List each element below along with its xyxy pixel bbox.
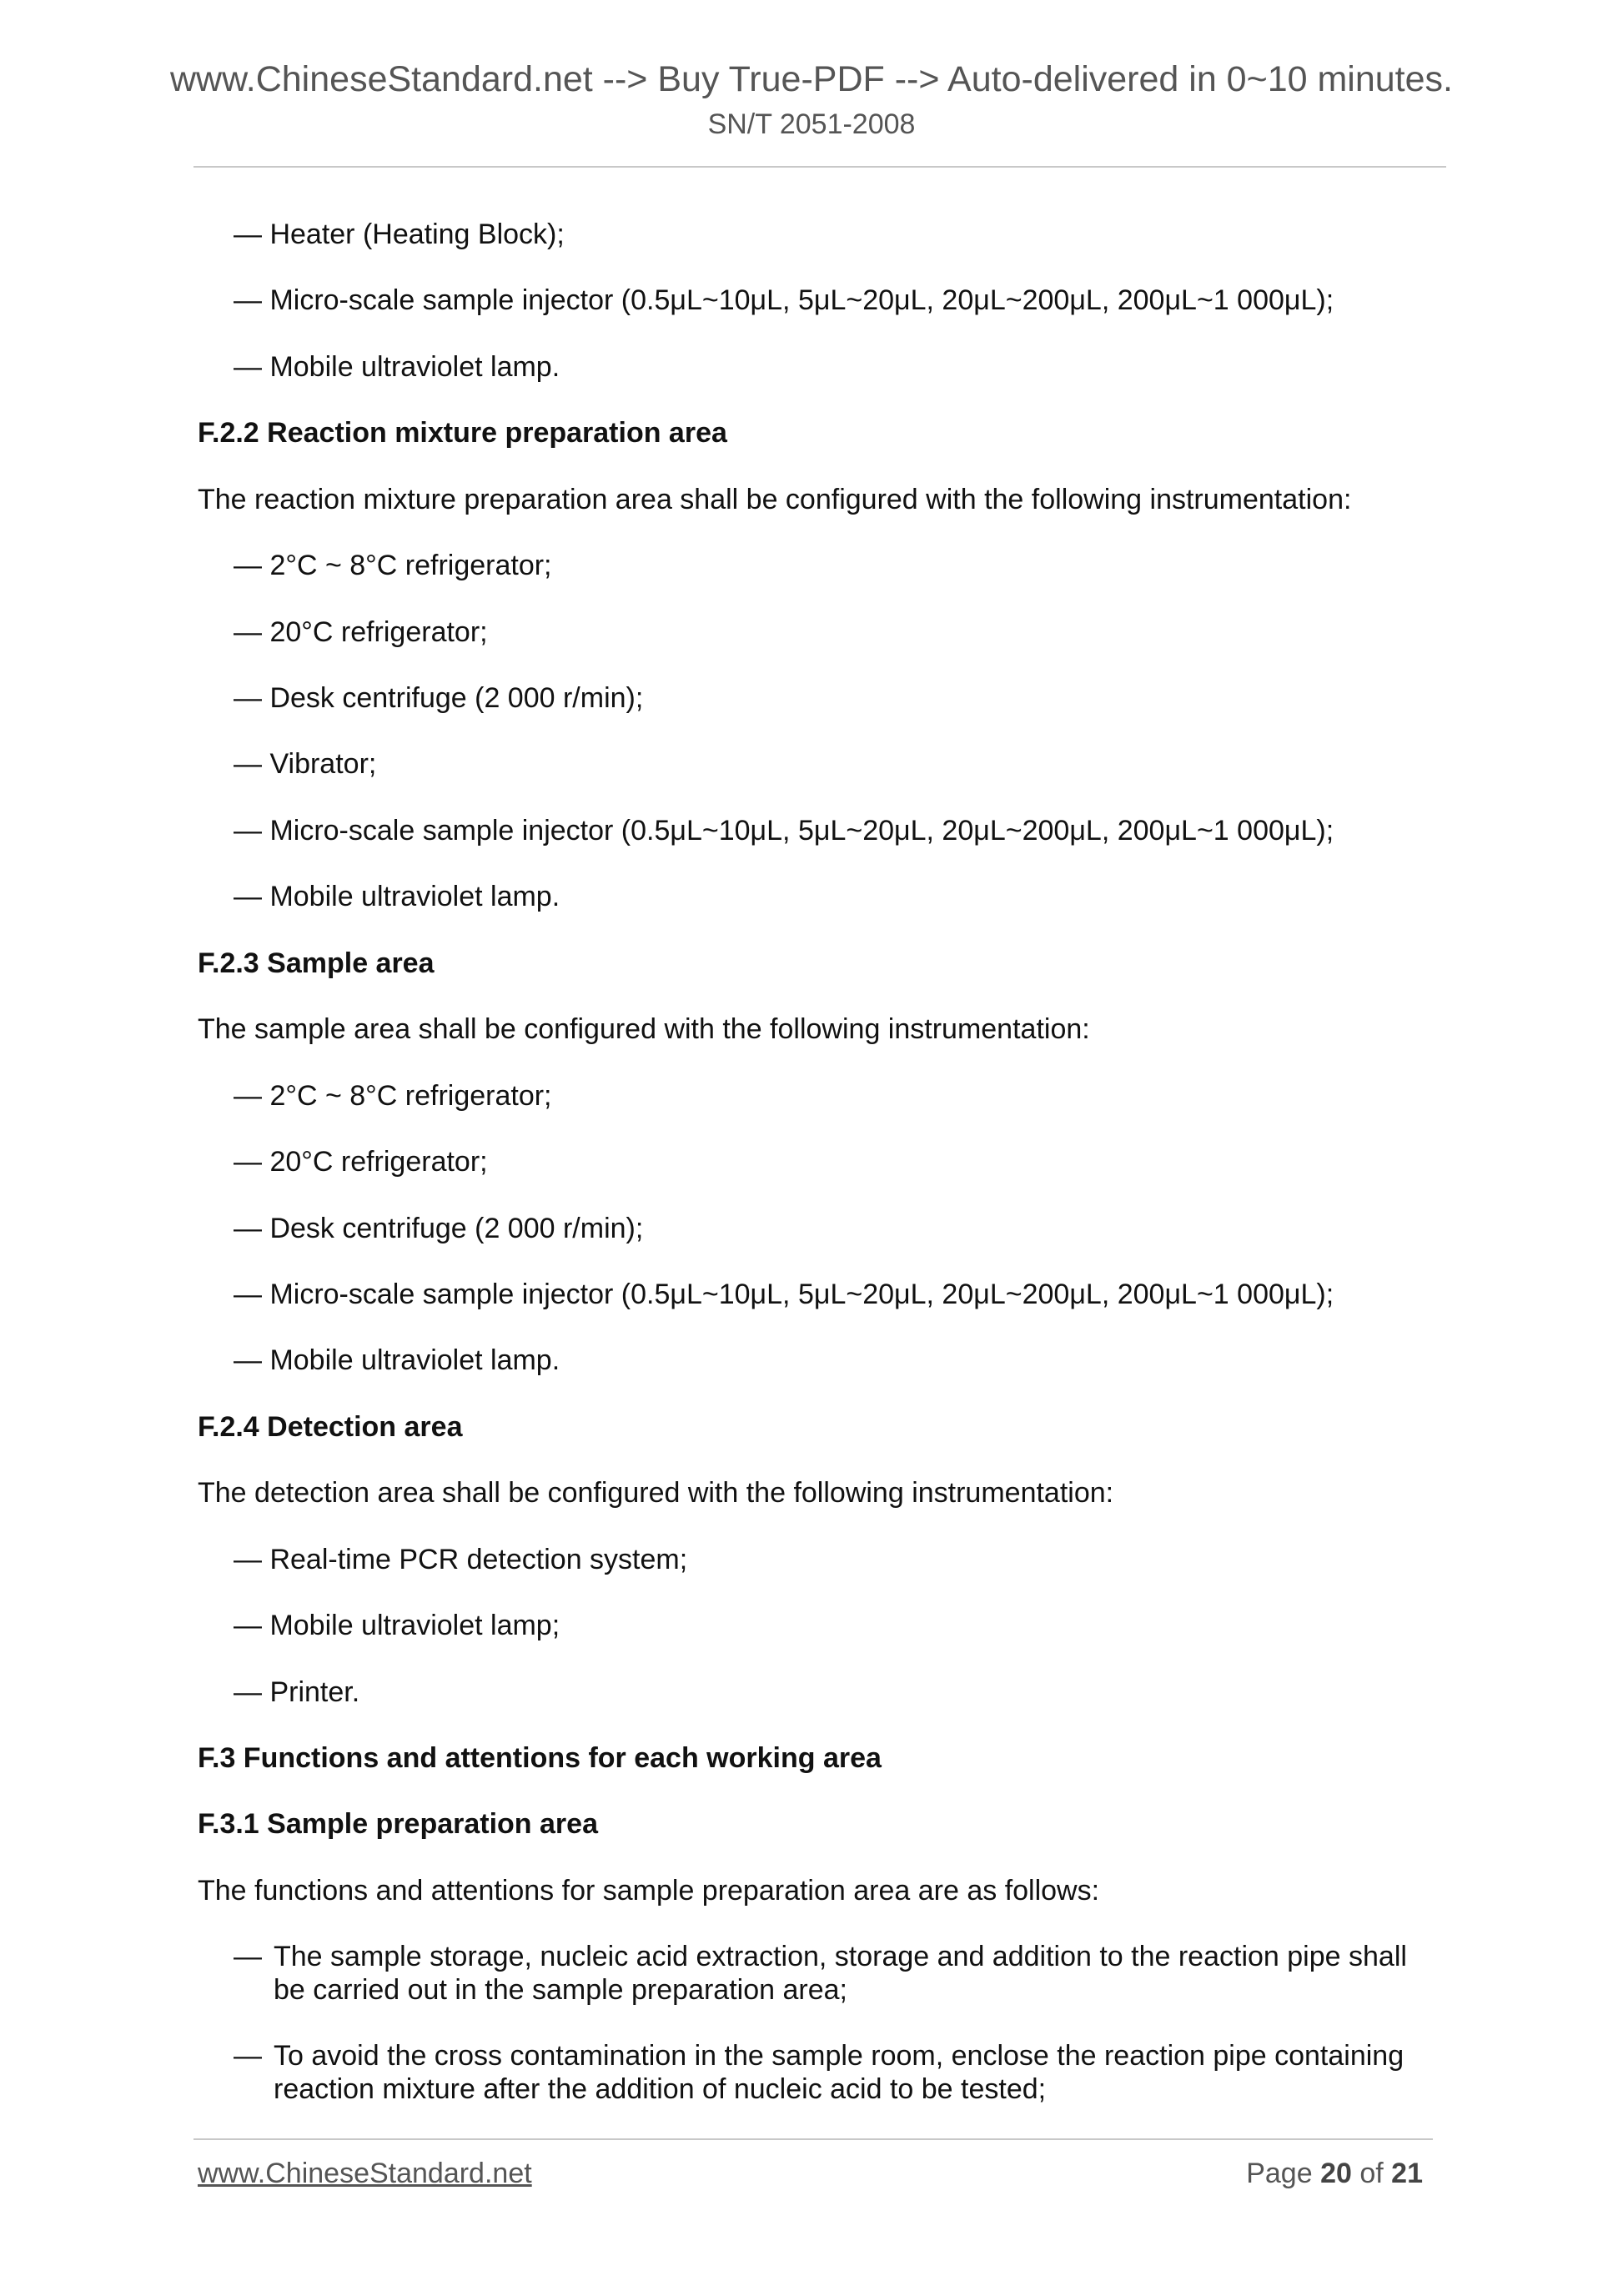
- section-heading-f223: F.2.3 Sample area: [198, 947, 435, 979]
- footer-link[interactable]: www.ChineseStandard.net: [198, 2158, 532, 2189]
- list-item: — 20°C refrigerator;: [234, 1146, 488, 1178]
- list-item-text: The sample storage, nucleic acid extraction, storage and addition to the reaction pipe shall be carried out in the sample preparation area;: [274, 1941, 1407, 2006]
- section-intro: The functions and attentions for sample preparation area are as follows:: [198, 1875, 1100, 1907]
- footer-divider: [193, 2138, 1433, 2140]
- section-heading-f222: F.2.2 Reaction mixture preparation area: [198, 417, 727, 449]
- section-heading-f3: F.3 Functions and attentions for each working area: [198, 1742, 882, 1774]
- list-item: — 20°C refrigerator;: [234, 616, 488, 648]
- list-item: — Vibrator;: [234, 748, 377, 780]
- list-item: — Mobile ultraviolet lamp.: [234, 881, 560, 912]
- list-item: — Desk centrifuge (2 000 r/min);: [234, 1213, 644, 1244]
- section-intro: The sample area shall be configured with the following instrumentation:: [198, 1013, 1090, 1045]
- list-item: — Printer.: [234, 1676, 360, 1708]
- section-intro: The reaction mixture preparation area shall be configured with the following instrumentation:: [198, 484, 1352, 515]
- standard-id: SN/T 2051-2008: [707, 108, 916, 140]
- list-item: — Heater (Heating Block);: [234, 219, 565, 250]
- list-item: — 2°C ~ 8°C refrigerator;: [234, 550, 552, 581]
- list-item: — Real-time PCR detection system;: [234, 1544, 688, 1575]
- section-heading-f224: F.2.4 Detection area: [198, 1411, 463, 1443]
- list-item: — Micro-scale sample injector (0.5μL~10μL, 5μL~20μL, 20μL~200μL, 200μL~1 000μL);: [234, 1279, 1334, 1310]
- header-banner: www.ChineseStandard.net --> Buy True-PDF --> Auto-delivered in 0~10 minutes.: [169, 59, 1453, 99]
- list-item: — Micro-scale sample injector (0.5μL~10μL, 5μL~20μL, 20μL~200μL, 200μL~1 000μL);: [234, 815, 1334, 847]
- list-item: — Mobile ultraviolet lamp.: [234, 351, 560, 383]
- page-indicator: Page 20 of 21: [1246, 2158, 1423, 2189]
- section-heading-f31: F.3.1 Sample preparation area: [198, 1808, 598, 1840]
- list-item: — 2°C ~ 8°C refrigerator;: [234, 1080, 552, 1112]
- list-item: — Mobile ultraviolet lamp;: [234, 1610, 560, 1641]
- dash-marker: —: [234, 1941, 262, 1972]
- section-intro: The detection area shall be configured with the following instrumentation:: [198, 1477, 1114, 1509]
- dash-marker: —: [234, 2040, 262, 2072]
- list-item: — Micro-scale sample injector (0.5μL~10μL, 5μL~20μL, 20μL~200μL, 200μL~1 000μL);: [234, 284, 1334, 316]
- list-item-text: To avoid the cross contamination in the sample room, enclose the reaction pipe containing reaction mixture after the addition of nucleic acid to be tested;: [274, 2040, 1404, 2105]
- list-item: — Mobile ultraviolet lamp.: [234, 1344, 560, 1376]
- header-divider: [193, 166, 1446, 168]
- list-item: — Desk centrifuge (2 000 r/min);: [234, 682, 644, 714]
